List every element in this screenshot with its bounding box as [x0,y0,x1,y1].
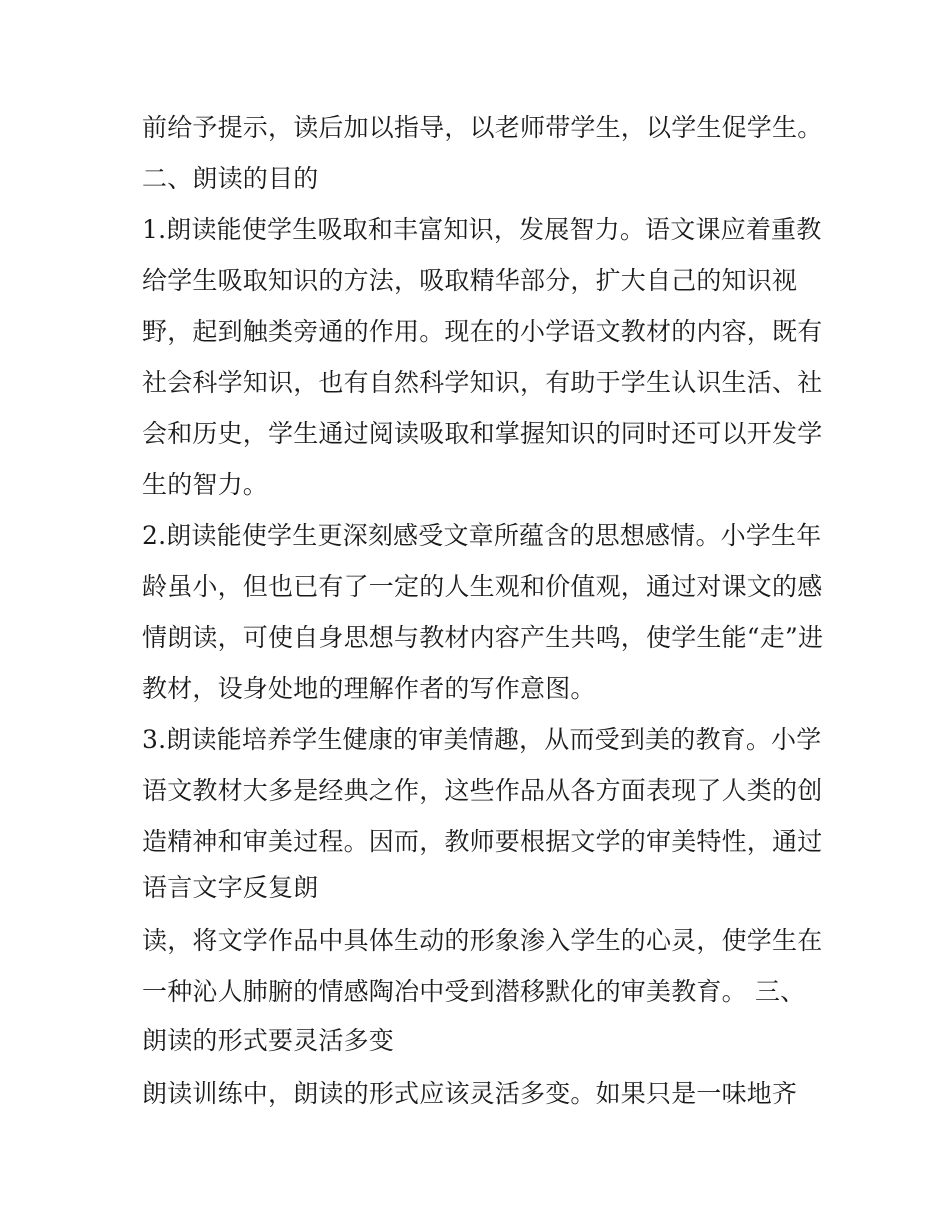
text-line: 情朗读，可使自身思想与教材内容产生共鸣，使学生能“走”进 [142,623,824,652]
text-line: 造精神和审美过程。因而，教师要根据文学的审美特性，通过 [142,827,823,856]
text-line: 一种沁人肺腑的情感陶冶中受到潜移默化的审美教育。 三、 [142,977,806,1006]
text-line: 前给予提示，读后加以指导，以老师带学生，以学生促学生。 [142,113,823,142]
text-line: 朗读训练中，朗读的形式应该灵活多变。如果只是一味地齐 [142,1079,798,1108]
text-line: 1.朗读能使学生吸取和丰富知识，发展智力。语文课应着重教 [142,215,822,244]
text-line: 读，将文学作品中具体生动的形象渗入学生的心灵，使学生在 [142,926,823,955]
text-line: 龄虽小，但也已有了一定的人生观和价值观，通过对课文的感 [142,572,823,601]
text-line: 给学生吸取知识的方法，吸取精华部分，扩大自己的知识视 [142,266,798,295]
text-line: 语文教材大多是经典之作，这些作品从各方面表现了人类的创 [142,776,823,805]
text-line: 社会科学知识，也有自然科学知识，有助于学生认识生活、社 [142,368,823,397]
text-line: 语言文字反复朗 [142,873,319,902]
text-line: 2.朗读能使学生更深刻感受文章所蕴含的思想感情。小学生年 [142,521,822,550]
text-line: 会和历史，学生通过阅读吸取和掌握知识的同时还可以开发学 [142,419,823,448]
text-line: 野，起到触类旁通的作用。现在的小学语文教材的内容，既有 [142,317,823,346]
section-heading: 二、朗读的目的 [142,164,319,193]
section-heading: 朗读的形式要灵活多变 [142,1026,395,1055]
text-line: 生的智力。 [142,470,269,499]
text-line: 教材，设身处地的理解作者的写作意图。 [142,674,596,703]
text-line: 3.朗读能培养学生健康的审美情趣，从而受到美的教育。小学 [142,725,822,754]
